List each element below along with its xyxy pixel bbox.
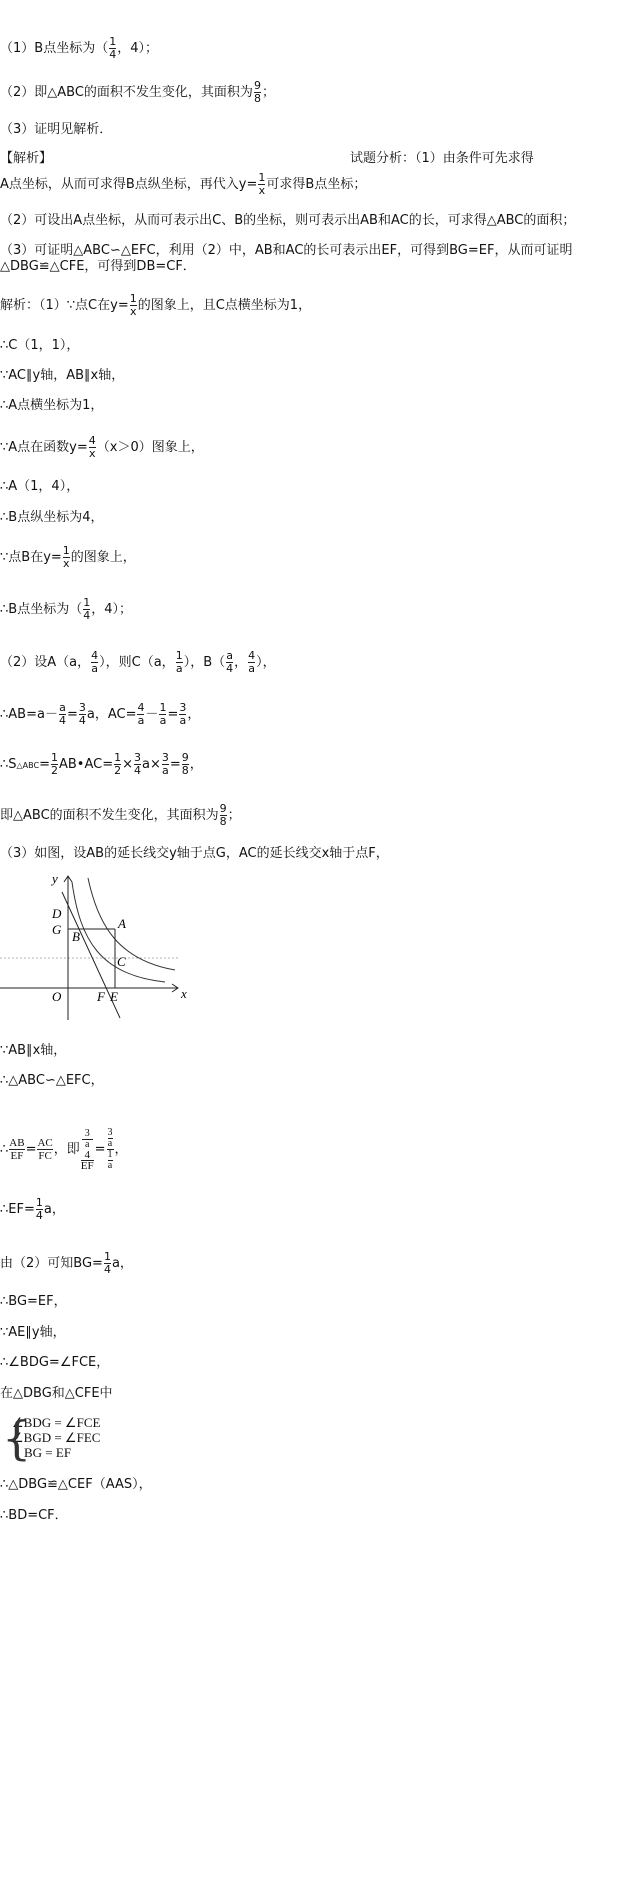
analysis-line-1: A点坐标，从而可求得B点纵坐标，再代入y= $\frac{1}{x}$ 可求得B点坐标；: [0, 171, 367, 197]
label-x: x: [181, 986, 187, 1001]
solution-line: ∵点B在y= $\frac{1}{x}$ 的图象上，: [0, 544, 136, 570]
solution-line: ∵AC∥y轴，AB∥x轴，: [0, 368, 125, 383]
label-g: G: [52, 922, 62, 937]
solution-line: ∴A点横坐标为1，: [0, 398, 104, 413]
proof-line: 由（2）可知BG= $\frac{1}{4}$ a，: [0, 1250, 133, 1276]
answer-2: （2）即△ABC的面积不发生变化，其面积为 $\frac{9}{8}$ ；: [0, 79, 275, 105]
analysis-line-2: （2）可设出A点坐标，从而可表示出C、B的坐标，则可表示出AB和AC的长，可求得△ABC的面积；: [0, 213, 576, 228]
coordinate-figure: [0, 870, 190, 1030]
label-b: B: [72, 929, 80, 944]
solution-line: ∴B点纵坐标为4，: [0, 510, 104, 525]
label-a: A: [118, 916, 126, 931]
analysis-intro: 试题分析：（1）由条件可先求得: [350, 151, 534, 166]
label-f: F: [97, 989, 105, 1004]
brace-icon: {: [2, 1411, 32, 1465]
proof-line: ∵AE∥y轴，: [0, 1325, 66, 1340]
solution-line: ∴A（1，4），: [0, 479, 80, 494]
answer-3: （3）证明见解析．: [0, 122, 113, 137]
proof-line: 在△DBG和△CFE中: [0, 1386, 113, 1401]
proof-line: ∴△ABC∽△EFC，: [0, 1073, 104, 1088]
label-e: E: [110, 989, 118, 1004]
solution-line: 解析：（1）∵点C在y= $\frac{1}{x}$ 的图象上，且C点横坐标为1，: [0, 292, 312, 318]
analysis-line-3: （3）可证明△ABC∽△EFC，利用（2）中，AB和AC的长可表示出EF，可得到BG=EF，从而可证明: [0, 243, 573, 258]
solution-line: 即△ABC的面积不发生变化，其面积为 $\frac{9}{8}$ ；: [0, 802, 241, 828]
solution-line: ∴S△ABC= $\frac{1}{2}$ AB•AC= $\frac{1}{2}$ × $\frac{3}{4}$ a× $\frac{3}{a}$ = $\frac{9}{8}$ ，: [0, 751, 203, 777]
proof-line: ∴BG=EF，: [0, 1294, 67, 1309]
solution-line: ∴AB=a－ $\frac{a}{4}$ = $\frac{3}{4}$ a，AC= $\frac{4}{a}$ － $\frac{1}{a}$ = $\frac{3}{a}$ ，: [0, 701, 201, 727]
fraction: $\frac{1}{4}$: [109, 35, 117, 61]
solution-line: （3）如图，设AB的延长线交y轴于点G，AC的延长线交x轴于点F，: [0, 846, 389, 861]
solution-line: （2）设A（a， $\frac{4}{a}$ ），则C（a， $\frac{1}{a}$ ），B（ $\frac{a}{4}$ ， $\frac{4}{a}$ ），: [0, 649, 276, 675]
solution-line: ∴C（1，1），: [0, 338, 80, 353]
solution-line: ∵A点在函数y= $\frac{4}{x}$ （x＞0）图象上，: [0, 434, 204, 460]
label-d: D: [52, 906, 62, 921]
proof-line: ∴BD=CF．: [0, 1508, 68, 1523]
curve-upper: [88, 878, 175, 970]
proof-line: ∵AB∥x轴，: [0, 1043, 67, 1058]
label-c: C: [117, 954, 126, 969]
label-o: O: [52, 989, 62, 1004]
equation-system: { ∠BDG = ∠FCE ∠BGD = ∠FEC BG = EF: [2, 1411, 101, 1465]
label-y: y: [52, 871, 58, 886]
answer-1: （1）B点坐标为（ $\frac{1}{4}$ ，4）；: [0, 35, 158, 61]
proof-line: ∴EF= $\frac{1}{4}$ a，: [0, 1196, 65, 1222]
solution-line: ∴B点坐标为（ $\frac{1}{4}$ ，4）；: [0, 596, 132, 622]
proof-line: ∴△DBG≌△CEF（AAS），: [0, 1477, 152, 1492]
proof-line: ∴ $\frac{AB}{EF}$ = $\frac{AC}{FC}$ ，即 3 a 4 EF = 3 a 1 a ，: [0, 1127, 128, 1172]
proof-line: ∴∠BDG=∠FCE，: [0, 1355, 110, 1370]
analysis-line-4: △DBG≌△CFE，可得到DB=CF．: [0, 259, 196, 274]
section-heading: 【解析】: [0, 151, 53, 166]
